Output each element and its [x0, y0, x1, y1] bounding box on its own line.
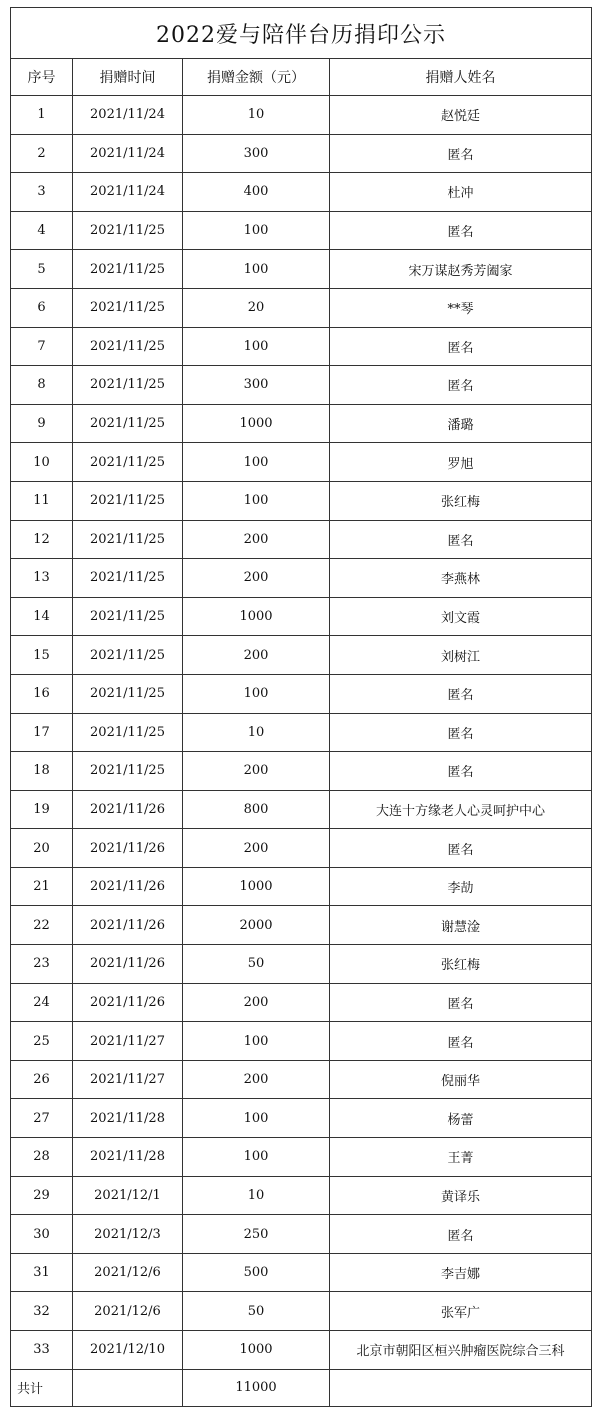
- row-number-cell: 16: [11, 674, 73, 713]
- table-row: [11, 1176, 592, 1215]
- donation-amount-cell: 10: [183, 96, 330, 135]
- row-number-cell: 12: [11, 520, 73, 559]
- header-row: [11, 59, 592, 96]
- page-title: 2022爱与陪伴台历捐印公示: [11, 8, 592, 59]
- row-number-cell: 17: [11, 713, 73, 752]
- donation-date-cell: 2021/11/25: [73, 443, 183, 482]
- donation-amount-cell: 500: [183, 1253, 330, 1292]
- donation-amount-cell: 1000: [183, 404, 330, 443]
- table-row: [11, 481, 592, 520]
- row-number-cell: 8: [11, 366, 73, 405]
- donor-name-cell: 大连十方缘老人心灵呵护中心: [330, 790, 592, 829]
- donor-name-cell: **琴: [330, 288, 592, 327]
- table-row: [11, 366, 592, 405]
- table-row: [11, 327, 592, 366]
- donation-amount-cell: 200: [183, 559, 330, 598]
- row-number-cell: 32: [11, 1292, 73, 1331]
- donor-name-cell: 杨蕾: [330, 1099, 592, 1138]
- donation-date-cell: 2021/11/25: [73, 520, 183, 559]
- row-number-cell: 22: [11, 906, 73, 945]
- donation-date-cell: 2021/11/26: [73, 790, 183, 829]
- donor-name-cell: 李燕林: [330, 559, 592, 598]
- donor-name-cell: 匿名: [330, 1022, 592, 1061]
- donor-name-cell: 刘文霞: [330, 597, 592, 636]
- row-number-cell: 19: [11, 790, 73, 829]
- row-number-cell: 5: [11, 250, 73, 289]
- donation-amount-cell: 100: [183, 211, 330, 250]
- row-number-cell: 21: [11, 867, 73, 906]
- donor-name-cell: 潘璐: [330, 404, 592, 443]
- donation-date-cell: 2021/11/24: [73, 134, 183, 173]
- donor-name-cell: 北京市朝阳区桓兴肿瘤医院综合三科: [330, 1331, 592, 1370]
- donation-date-cell: 2021/11/26: [73, 829, 183, 868]
- table-row: [11, 713, 592, 752]
- row-number-cell: 30: [11, 1215, 73, 1254]
- row-number-cell: 1: [11, 96, 73, 135]
- donation-date-cell: 2021/11/24: [73, 173, 183, 212]
- table-row: [11, 250, 592, 289]
- donor-name-cell: 匿名: [330, 983, 592, 1022]
- donation-date-cell: 2021/11/25: [73, 597, 183, 636]
- donation-amount-cell: 200: [183, 520, 330, 559]
- donor-name-cell: 李劼: [330, 867, 592, 906]
- table-row: [11, 173, 592, 212]
- total-date-cell: [73, 1369, 183, 1406]
- table-row: [11, 1215, 592, 1254]
- donor-name-cell: 谢慧淦: [330, 906, 592, 945]
- donor-name-cell: 匿名: [330, 1215, 592, 1254]
- donation-amount-cell: 300: [183, 366, 330, 405]
- donation-amount-cell: 250: [183, 1215, 330, 1254]
- row-number-cell: 3: [11, 173, 73, 212]
- table-row: [11, 1253, 592, 1292]
- donation-date-cell: 2021/12/6: [73, 1292, 183, 1331]
- row-number-cell: 7: [11, 327, 73, 366]
- row-number-cell: 11: [11, 481, 73, 520]
- table-row: [11, 867, 592, 906]
- donor-name-cell: 杜冲: [330, 173, 592, 212]
- donation-amount-cell: 100: [183, 250, 330, 289]
- table-row: [11, 983, 592, 1022]
- table-row: [11, 790, 592, 829]
- donation-date-cell: 2021/11/27: [73, 1060, 183, 1099]
- donation-date-cell: 2021/11/28: [73, 1138, 183, 1177]
- donor-name-cell: 李吉娜: [330, 1253, 592, 1292]
- total-amount: 11000: [183, 1369, 330, 1406]
- donation-amount-cell: 20: [183, 288, 330, 327]
- donation-amount-cell: 100: [183, 1022, 330, 1061]
- donation-amount-cell: 300: [183, 134, 330, 173]
- donor-name-cell: 匿名: [330, 829, 592, 868]
- donation-amount-cell: 100: [183, 1099, 330, 1138]
- total-row: [11, 1369, 592, 1406]
- row-number-cell: 29: [11, 1176, 73, 1215]
- donor-name-cell: 赵悦廷: [330, 96, 592, 135]
- table-row: [11, 752, 592, 791]
- donor-name-cell: 宋万谋赵秀芳阖家: [330, 250, 592, 289]
- row-number-cell: 4: [11, 211, 73, 250]
- donor-name-cell: 刘树江: [330, 636, 592, 675]
- donation-date-cell: 2021/12/3: [73, 1215, 183, 1254]
- donation-amount-cell: 1000: [183, 597, 330, 636]
- donation-amount-cell: 1000: [183, 1331, 330, 1370]
- row-number-cell: 23: [11, 945, 73, 984]
- donor-name-cell: 匿名: [330, 674, 592, 713]
- donation-sheet: [10, 7, 591, 1407]
- row-number-cell: 18: [11, 752, 73, 791]
- row-number-cell: 25: [11, 1022, 73, 1061]
- donation-date-cell: 2021/11/25: [73, 713, 183, 752]
- row-number-cell: 20: [11, 829, 73, 868]
- table-row: [11, 134, 592, 173]
- table-row: [11, 443, 592, 482]
- row-number-cell: 24: [11, 983, 73, 1022]
- table-row: [11, 1331, 592, 1370]
- table-row: [11, 1060, 592, 1099]
- table-row: [11, 597, 592, 636]
- donation-amount-cell: 400: [183, 173, 330, 212]
- row-number-cell: 27: [11, 1099, 73, 1138]
- donor-name-cell: 匿名: [330, 520, 592, 559]
- donor-name-cell: 匿名: [330, 211, 592, 250]
- column-header-name: 捐赠人姓名: [330, 59, 592, 96]
- donation-amount-cell: 100: [183, 443, 330, 482]
- donation-table: [10, 7, 592, 1407]
- donation-amount-cell: 200: [183, 983, 330, 1022]
- donation-amount-cell: 200: [183, 1060, 330, 1099]
- donation-amount-cell: 200: [183, 752, 330, 791]
- row-number-cell: 14: [11, 597, 73, 636]
- column-header-no: 序号: [11, 59, 73, 96]
- donation-date-cell: 2021/11/28: [73, 1099, 183, 1138]
- donor-name-cell: 黄译乐: [330, 1176, 592, 1215]
- donation-date-cell: 2021/11/25: [73, 366, 183, 405]
- donor-name-cell: 张军广: [330, 1292, 592, 1331]
- donation-amount-cell: 10: [183, 713, 330, 752]
- row-number-cell: 2: [11, 134, 73, 173]
- donation-date-cell: 2021/11/26: [73, 906, 183, 945]
- row-number-cell: 26: [11, 1060, 73, 1099]
- donor-name-cell: 匿名: [330, 134, 592, 173]
- row-number-cell: 13: [11, 559, 73, 598]
- table-row: [11, 829, 592, 868]
- row-number-cell: 33: [11, 1331, 73, 1370]
- donation-amount-cell: 10: [183, 1176, 330, 1215]
- row-number-cell: 9: [11, 404, 73, 443]
- row-number-cell: 10: [11, 443, 73, 482]
- table-row: [11, 636, 592, 675]
- donor-name-cell: 王菁: [330, 1138, 592, 1177]
- table-row: [11, 1292, 592, 1331]
- table-body: [11, 96, 592, 1370]
- column-header-amount: 捐赠金额（元）: [183, 59, 330, 96]
- title-row: [11, 8, 592, 59]
- donation-date-cell: 2021/12/1: [73, 1176, 183, 1215]
- row-number-cell: 15: [11, 636, 73, 675]
- donor-name-cell: 匿名: [330, 366, 592, 405]
- column-header-date: 捐赠时间: [73, 59, 183, 96]
- donor-name-cell: 匿名: [330, 713, 592, 752]
- table-row: [11, 1099, 592, 1138]
- donation-date-cell: 2021/11/25: [73, 559, 183, 598]
- donation-date-cell: 2021/11/25: [73, 636, 183, 675]
- donation-amount-cell: 100: [183, 327, 330, 366]
- donor-name-cell: 匿名: [330, 752, 592, 791]
- donor-name-cell: 张红梅: [330, 481, 592, 520]
- donation-date-cell: 2021/11/26: [73, 945, 183, 984]
- donation-amount-cell: 1000: [183, 867, 330, 906]
- donor-name-cell: 罗旭: [330, 443, 592, 482]
- donation-amount-cell: 200: [183, 829, 330, 868]
- donation-date-cell: 2021/11/26: [73, 867, 183, 906]
- donation-amount-cell: 50: [183, 1292, 330, 1331]
- donation-date-cell: 2021/11/25: [73, 211, 183, 250]
- donor-name-cell: 倪丽华: [330, 1060, 592, 1099]
- table-row: [11, 404, 592, 443]
- donation-amount-cell: 100: [183, 674, 330, 713]
- donation-date-cell: 2021/12/10: [73, 1331, 183, 1370]
- donation-amount-cell: 100: [183, 481, 330, 520]
- table-row: [11, 1022, 592, 1061]
- donation-amount-cell: 2000: [183, 906, 330, 945]
- table-row: [11, 906, 592, 945]
- donation-amount-cell: 200: [183, 636, 330, 675]
- donation-date-cell: 2021/11/25: [73, 481, 183, 520]
- donation-date-cell: 2021/11/26: [73, 983, 183, 1022]
- table-row: [11, 1138, 592, 1177]
- total-name-cell: [330, 1369, 592, 1406]
- donation-date-cell: 2021/11/25: [73, 674, 183, 713]
- donation-amount-cell: 100: [183, 1138, 330, 1177]
- table-row: [11, 559, 592, 598]
- donation-date-cell: 2021/11/25: [73, 404, 183, 443]
- donation-date-cell: 2021/11/25: [73, 250, 183, 289]
- donation-amount-cell: 800: [183, 790, 330, 829]
- donation-date-cell: 2021/12/6: [73, 1253, 183, 1292]
- table-row: [11, 674, 592, 713]
- donation-date-cell: 2021/11/25: [73, 288, 183, 327]
- table-row: [11, 288, 592, 327]
- donation-date-cell: 2021/11/27: [73, 1022, 183, 1061]
- table-row: [11, 96, 592, 135]
- donation-date-cell: 2021/11/25: [73, 752, 183, 791]
- table-row: [11, 211, 592, 250]
- donation-amount-cell: 50: [183, 945, 330, 984]
- donor-name-cell: 张红梅: [330, 945, 592, 984]
- row-number-cell: 31: [11, 1253, 73, 1292]
- table-row: [11, 520, 592, 559]
- table-row: [11, 945, 592, 984]
- donor-name-cell: 匿名: [330, 327, 592, 366]
- total-label: 共计: [11, 1369, 73, 1406]
- row-number-cell: 6: [11, 288, 73, 327]
- row-number-cell: 28: [11, 1138, 73, 1177]
- donation-date-cell: 2021/11/24: [73, 96, 183, 135]
- donation-date-cell: 2021/11/25: [73, 327, 183, 366]
